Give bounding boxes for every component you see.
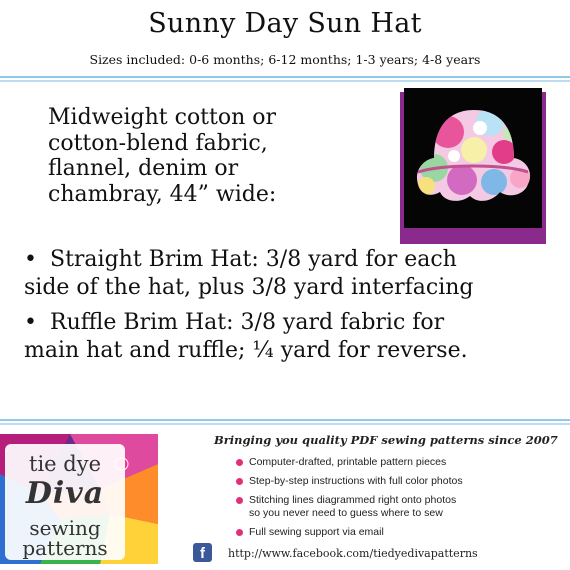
hat-photo	[404, 88, 542, 228]
pink-dot-icon	[236, 497, 243, 504]
brand-logo	[0, 434, 158, 564]
bullet-symbol: •	[24, 310, 37, 335]
bullet-text: main hat and ruffle; ¼ yard for reverse.	[24, 337, 468, 363]
feature-list	[236, 456, 556, 545]
bullet-symbol: •	[24, 247, 37, 272]
feature-text: so you never need to guess where to sew	[249, 507, 443, 519]
fabric-line: flannel, denim or	[48, 156, 239, 181]
page-title: Sunny Day Sun Hat	[148, 8, 422, 39]
promo-tagline: Bringing you quality PDF sewing patterns since 2007	[214, 433, 558, 447]
list-item	[24, 309, 564, 364]
hat-photo-frame	[400, 92, 546, 244]
feature-text: Stitching lines diagrammed right onto photos	[249, 494, 457, 506]
list-item	[24, 246, 564, 301]
fabric-line: cotton-blend fabric,	[48, 130, 268, 156]
sun-hat-illustration	[404, 88, 542, 228]
feature-text: Full sewing support via email	[249, 526, 384, 538]
logo-text: Diva	[25, 476, 105, 511]
bullet-text: side of the hat, plus 3/8 yard interfacing	[24, 274, 474, 300]
yardage-list	[24, 246, 564, 372]
list-item	[236, 494, 556, 520]
facebook-link[interactable]: http://www.facebook.com/tiedyedivapatterns	[228, 547, 478, 560]
facebook-icon[interactable]: f	[193, 543, 212, 562]
feature-text: Step-by-step instructions with full color photos	[249, 475, 463, 487]
pink-dot-icon	[236, 478, 243, 485]
top-divider	[0, 76, 570, 82]
bullet-text: Ruffle Brim Hat: 3/8 yard fabric for	[50, 310, 445, 335]
list-item	[236, 526, 556, 539]
logo-text: patterns	[22, 536, 108, 560]
bottom-divider	[0, 419, 570, 425]
fabric-line: chambray, 44” wide:	[48, 181, 277, 207]
list-item	[236, 456, 556, 469]
sizes-line: Sizes included: 0-6 months; 6-12 months; 1-3 years; 4-8 years	[89, 52, 481, 67]
pink-dot-icon	[236, 459, 243, 466]
logo-text: sewing	[29, 516, 101, 540]
fabric-line: Midweight cotton or	[48, 105, 277, 130]
feature-text: Computer-drafted, printable pattern pieces	[249, 456, 447, 468]
list-item	[236, 475, 556, 488]
fabric-description	[48, 105, 388, 207]
pink-dot-icon	[236, 529, 243, 536]
bullet-text: Straight Brim Hat: 3/8 yard for each	[50, 247, 457, 272]
logo-text: tie dye	[29, 452, 101, 476]
